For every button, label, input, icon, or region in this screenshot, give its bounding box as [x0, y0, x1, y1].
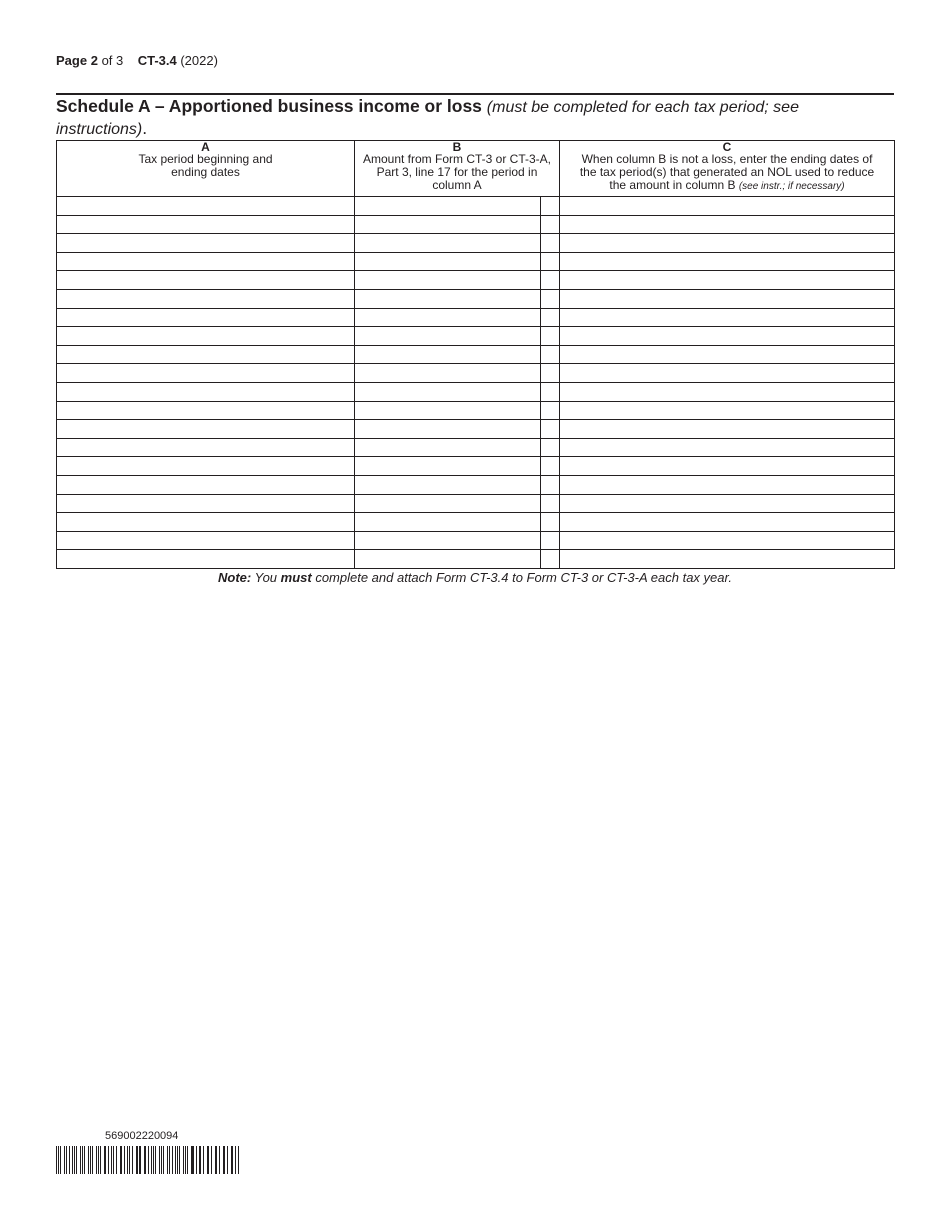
table-row — [57, 513, 895, 532]
column-b-cell[interactable] — [355, 438, 541, 457]
column-b-cents-cell[interactable] — [541, 345, 560, 364]
column-a-cell[interactable] — [57, 494, 355, 513]
schedule-title-period: . — [142, 118, 148, 138]
column-b-cents-cell[interactable] — [541, 271, 560, 290]
column-a-cell[interactable] — [57, 271, 355, 290]
form-year: (2022) — [180, 53, 218, 68]
column-b-cell[interactable] — [355, 327, 541, 346]
form-id: CT-3.4 — [137, 53, 177, 68]
column-b-cell[interactable] — [355, 271, 541, 290]
column-c-cell[interactable] — [560, 438, 895, 457]
column-b-cell[interactable] — [355, 308, 541, 327]
column-b-cell[interactable] — [355, 289, 541, 308]
column-a-cell[interactable] — [57, 364, 355, 383]
barcode-bar — [187, 1146, 188, 1174]
column-b-cents-cell[interactable] — [541, 234, 560, 253]
column-b-cents-cell[interactable] — [541, 382, 560, 401]
column-b-description: Amount from Form CT-3 or CT-3-A, Part 3, line 17 for the period in column A — [362, 152, 552, 192]
column-a-cell[interactable] — [57, 327, 355, 346]
column-a-cell[interactable] — [57, 550, 355, 569]
column-c-cell[interactable] — [560, 457, 895, 476]
table-row — [57, 438, 895, 457]
column-b-cents-cell[interactable] — [541, 438, 560, 457]
column-c-cell[interactable] — [560, 197, 895, 216]
column-c-cell[interactable] — [560, 401, 895, 420]
column-c-cell[interactable] — [560, 550, 895, 569]
barcode-bar — [66, 1146, 67, 1174]
column-b-cell[interactable] — [355, 382, 541, 401]
column-c-description-note: (see instr.; if necessary) — [738, 181, 845, 192]
barcode-bar — [132, 1146, 133, 1174]
note — [56, 570, 894, 585]
column-c-cell[interactable] — [560, 382, 895, 401]
column-c-description — [560, 153, 894, 193]
barcode-bar — [192, 1146, 193, 1174]
schedule-title — [56, 96, 894, 140]
barcode-bar — [96, 1146, 97, 1174]
column-b-header — [355, 141, 560, 197]
column-a-cell[interactable] — [57, 345, 355, 364]
header-rule — [56, 93, 894, 95]
barcode-bar — [208, 1146, 209, 1174]
table-row — [57, 252, 895, 271]
column-a-cell[interactable] — [57, 475, 355, 494]
column-c-cell[interactable] — [560, 327, 895, 346]
schedule-title-instructions: (must be completed for each tax period; see instructions) — [56, 99, 799, 138]
column-b-cell[interactable] — [355, 457, 541, 476]
column-a-cell[interactable] — [57, 308, 355, 327]
column-b-cell[interactable] — [355, 345, 541, 364]
column-b-cents-cell[interactable] — [541, 494, 560, 513]
column-c-cell[interactable] — [560, 289, 895, 308]
table-row — [57, 364, 895, 383]
table-row — [57, 475, 895, 494]
barcode-bar — [227, 1146, 228, 1174]
column-b-cents-cell[interactable] — [541, 327, 560, 346]
column-a-cell[interactable] — [57, 401, 355, 420]
note-emphasis: must — [280, 570, 312, 585]
table-row — [57, 327, 895, 346]
barcode-bar — [167, 1146, 168, 1174]
column-b-cents-cell[interactable] — [541, 550, 560, 569]
column-b-cents-cell[interactable] — [541, 420, 560, 439]
column-b-cents-cell[interactable] — [541, 197, 560, 216]
table-row — [57, 550, 895, 569]
column-b-cell[interactable] — [355, 234, 541, 253]
barcode-bar — [56, 1146, 57, 1174]
column-a-header — [57, 141, 355, 197]
barcode-bar — [76, 1146, 77, 1174]
column-a-cell[interactable] — [57, 215, 355, 234]
barcode-bar — [88, 1146, 89, 1174]
column-b-cents-cell[interactable] — [541, 531, 560, 550]
column-b-cell[interactable] — [355, 252, 541, 271]
column-b-cents-cell[interactable] — [541, 457, 560, 476]
barcode-bar — [179, 1146, 180, 1174]
table-row — [57, 234, 895, 253]
barcode-bar — [232, 1146, 233, 1174]
page-number: 2 — [90, 53, 98, 68]
column-b-cents-cell[interactable] — [541, 475, 560, 494]
column-c-cell[interactable] — [560, 531, 895, 550]
table-row — [57, 215, 895, 234]
column-a-description: Tax period beginning and ending dates — [138, 152, 273, 179]
barcode-bar — [139, 1146, 140, 1174]
schedule-title-main: Schedule A – Apportioned business income or loss — [56, 96, 482, 116]
column-a-cell[interactable] — [57, 252, 355, 271]
schedule-a-table — [56, 140, 895, 569]
column-b-cents-cell[interactable] — [541, 308, 560, 327]
column-b-cents-cell[interactable] — [541, 364, 560, 383]
column-a-cell[interactable] — [57, 457, 355, 476]
column-b-cents-cell[interactable] — [541, 289, 560, 308]
page-label: Page — [56, 53, 88, 68]
column-a-cell[interactable] — [57, 420, 355, 439]
column-b-cell[interactable] — [355, 475, 541, 494]
note-label: Note: — [218, 570, 252, 585]
table-row — [57, 382, 895, 401]
column-c-cell[interactable] — [560, 271, 895, 290]
column-c-header — [560, 141, 895, 197]
barcode — [56, 1146, 240, 1174]
column-a-cell[interactable] — [57, 438, 355, 457]
table-row — [57, 401, 895, 420]
column-c-cell[interactable] — [560, 308, 895, 327]
table-header-row — [57, 141, 895, 197]
column-c-cell[interactable] — [560, 494, 895, 513]
barcode-bar — [219, 1146, 220, 1174]
table-row — [57, 197, 895, 216]
column-b-cents-cell[interactable] — [541, 252, 560, 271]
column-a-letter: A — [201, 140, 210, 154]
barcode-bar — [159, 1146, 160, 1174]
table-row — [57, 345, 895, 364]
column-b-cell[interactable] — [355, 364, 541, 383]
barcode-bar — [104, 1146, 105, 1174]
column-b-cell[interactable] — [355, 420, 541, 439]
table-row — [57, 420, 895, 439]
barcode-bar — [155, 1146, 156, 1174]
column-a-cell[interactable] — [57, 197, 355, 216]
page-of: of 3 — [101, 53, 124, 68]
table-row — [57, 457, 895, 476]
column-b-cell[interactable] — [355, 215, 541, 234]
column-b-letter: B — [452, 140, 462, 154]
table-row — [57, 494, 895, 513]
barcode-number: 569002220094 — [105, 1130, 179, 1142]
column-c-cell[interactable] — [560, 215, 895, 234]
column-b-cell[interactable] — [355, 401, 541, 420]
column-c-cell[interactable] — [560, 364, 895, 383]
column-a-cell[interactable] — [57, 289, 355, 308]
column-a-cell[interactable] — [57, 234, 355, 253]
column-b-cents-cell[interactable] — [541, 401, 560, 420]
table-row — [57, 308, 895, 327]
column-b-cell[interactable] — [355, 197, 541, 216]
column-c-letter: C — [722, 140, 732, 154]
barcode-bar — [113, 1146, 114, 1174]
note-part1: You — [251, 570, 281, 585]
column-b-cell[interactable] — [355, 531, 541, 550]
note-part2: complete and attach Form CT-3.4 to Form CT-3 or CT-3-A each tax year. — [311, 570, 732, 585]
table-row — [57, 531, 895, 550]
barcode-bar — [200, 1146, 201, 1174]
column-b-cell[interactable] — [355, 494, 541, 513]
column-a-cell[interactable] — [57, 513, 355, 532]
column-a-cell[interactable] — [57, 382, 355, 401]
barcode-bar — [111, 1146, 112, 1174]
barcode-bar — [169, 1146, 170, 1174]
column-c-cell[interactable] — [560, 345, 895, 364]
barcode-bar — [80, 1146, 81, 1174]
table-row — [57, 289, 895, 308]
column-c-cell[interactable] — [560, 513, 895, 532]
barcode-bar — [145, 1146, 146, 1174]
barcode-bar — [127, 1146, 128, 1174]
column-c-cell[interactable] — [560, 420, 895, 439]
page-header — [56, 53, 218, 68]
column-c-description-text: When column B is not a loss, enter the ending dates of the tax period(s) that generated an NOL used to reduce the amount in column B — [579, 152, 875, 192]
column-b-cell[interactable] — [355, 550, 541, 569]
column-c-cell[interactable] — [560, 252, 895, 271]
column-c-cell[interactable] — [560, 234, 895, 253]
table-row — [57, 271, 895, 290]
column-a-cell[interactable] — [57, 531, 355, 550]
column-b-cents-cell[interactable] — [541, 513, 560, 532]
column-b-cents-cell[interactable] — [541, 215, 560, 234]
column-b-cell[interactable] — [355, 513, 541, 532]
column-c-cell[interactable] — [560, 475, 895, 494]
barcode-bar — [211, 1146, 212, 1174]
barcode-bar — [124, 1146, 125, 1174]
barcode-bar — [64, 1146, 65, 1174]
